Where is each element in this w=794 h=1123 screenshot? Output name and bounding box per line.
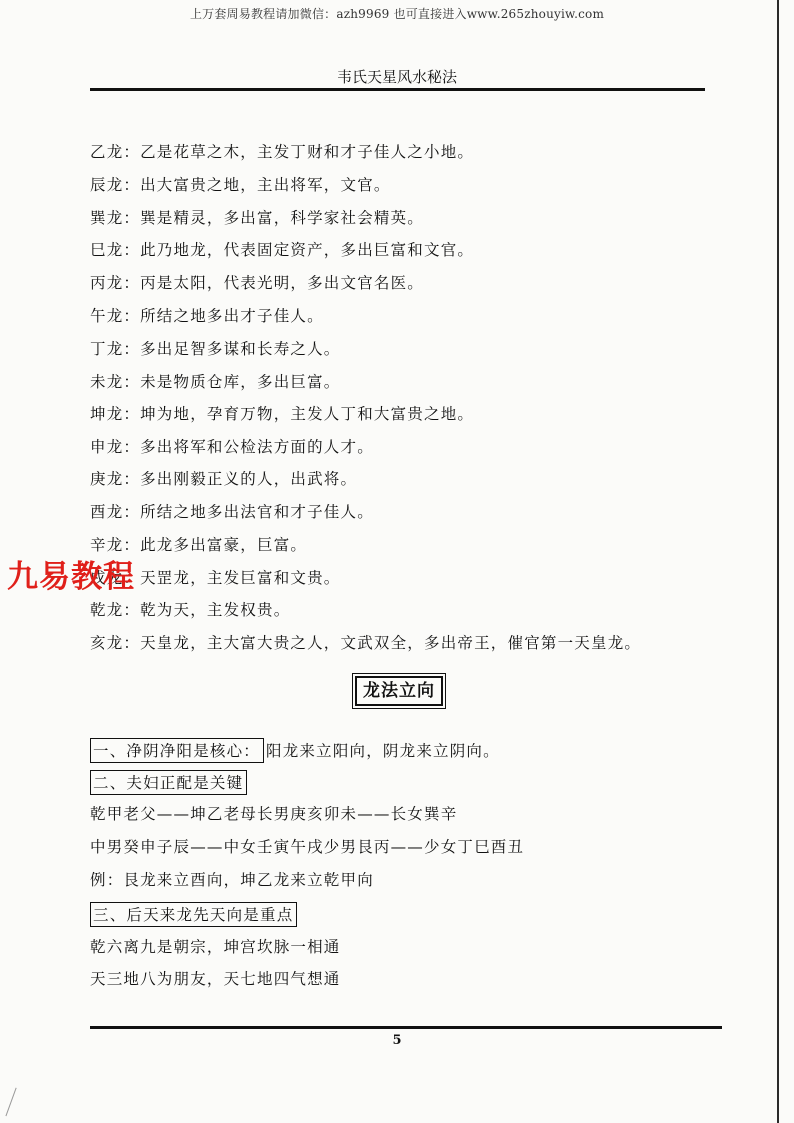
- point-1-text: 阳龙来立阳向，阴龙来立阴向。: [266, 742, 500, 760]
- dragon-line: 辰龙：出大富贵之地，主出将军，文官。: [90, 176, 391, 194]
- point-2-title: 二、夫妇正配是关键: [90, 770, 247, 795]
- point-1: [90, 738, 500, 763]
- section-title: 龙法立向: [355, 676, 443, 706]
- dragon-line: 丙龙：丙是太阳，代表光明，多出文官名医。: [90, 274, 425, 292]
- dragon-line: 乾龙：乾为天，主发权贵。: [90, 601, 291, 619]
- dragon-line: 未龙：未是物质仓库，多出巨富。: [90, 373, 341, 391]
- dragon-line: 丁龙：多出足智多谋和长寿之人。: [90, 340, 341, 358]
- pair-line: 中男癸申子辰——中女壬寅午戌少男艮丙——少女丁巳酉丑: [90, 838, 525, 856]
- dragon-line: 申龙：多出将军和公检法方面的人才。: [90, 438, 374, 456]
- page-number: 5: [392, 1033, 402, 1048]
- dragon-line: 午龙：所结之地多出才子佳人。: [90, 307, 324, 325]
- dragon-line: 坤龙：坤为地，孕育万物，主发人丁和大富贵之地。: [90, 405, 475, 423]
- dragon-line: 亥龙：天皇龙，主大富大贵之人，文武双全，多出帝王，催官第一天皇龙。: [90, 634, 642, 652]
- dragon-line: 庚龙：多出刚毅正义的人，出武将。: [90, 470, 358, 488]
- point-2: [90, 770, 249, 795]
- header-title: 韦氏天星风水秘法: [336, 68, 457, 86]
- pair-line: 乾甲老父——坤乙老母长男庚亥卯未——长女巽辛: [90, 805, 458, 823]
- dragon-line: 巽龙：巽是精灵，多出富，科学家社会精英。: [90, 209, 425, 227]
- dragon-line: 辛龙：此龙多出富豪，巨富。: [90, 536, 308, 554]
- top-note: 上万套周易教程请加微信：azh9969 也可直接进入www.265zhouyiw.com: [189, 7, 605, 21]
- scan-edge: [777, 0, 779, 1123]
- point-3-title: 三、后天来龙先天向是重点: [90, 902, 297, 927]
- dragon-line: 酉龙：所结之地多出法官和才子佳人。: [90, 503, 374, 521]
- verse-line: 乾六离九是朝宗，坤宫坎脉一相通: [90, 938, 341, 956]
- watermark-stamp: 九易教程: [7, 559, 135, 595]
- example-line: 例：艮龙来立酉向，坤乙龙来立乾甲向: [90, 871, 374, 889]
- scan-mark: [5, 1088, 33, 1123]
- footer-rule: [90, 1026, 722, 1029]
- point-1-title: 一、净阴净阳是核心：: [90, 738, 264, 763]
- dragon-line: 乙龙：乙是花草之木，主发丁财和才子佳人之小地。: [90, 143, 475, 161]
- header-rule: [90, 88, 705, 91]
- dragon-line: 巳龙：此乃地龙，代表固定资产，多出巨富和文官。: [90, 241, 475, 259]
- verse-line: 天三地八为朋友，天七地四气想通: [90, 970, 341, 988]
- point-3: [90, 902, 299, 927]
- dragon-line: 戌龙：天罡龙，主发巨富和文贵。: [90, 569, 341, 587]
